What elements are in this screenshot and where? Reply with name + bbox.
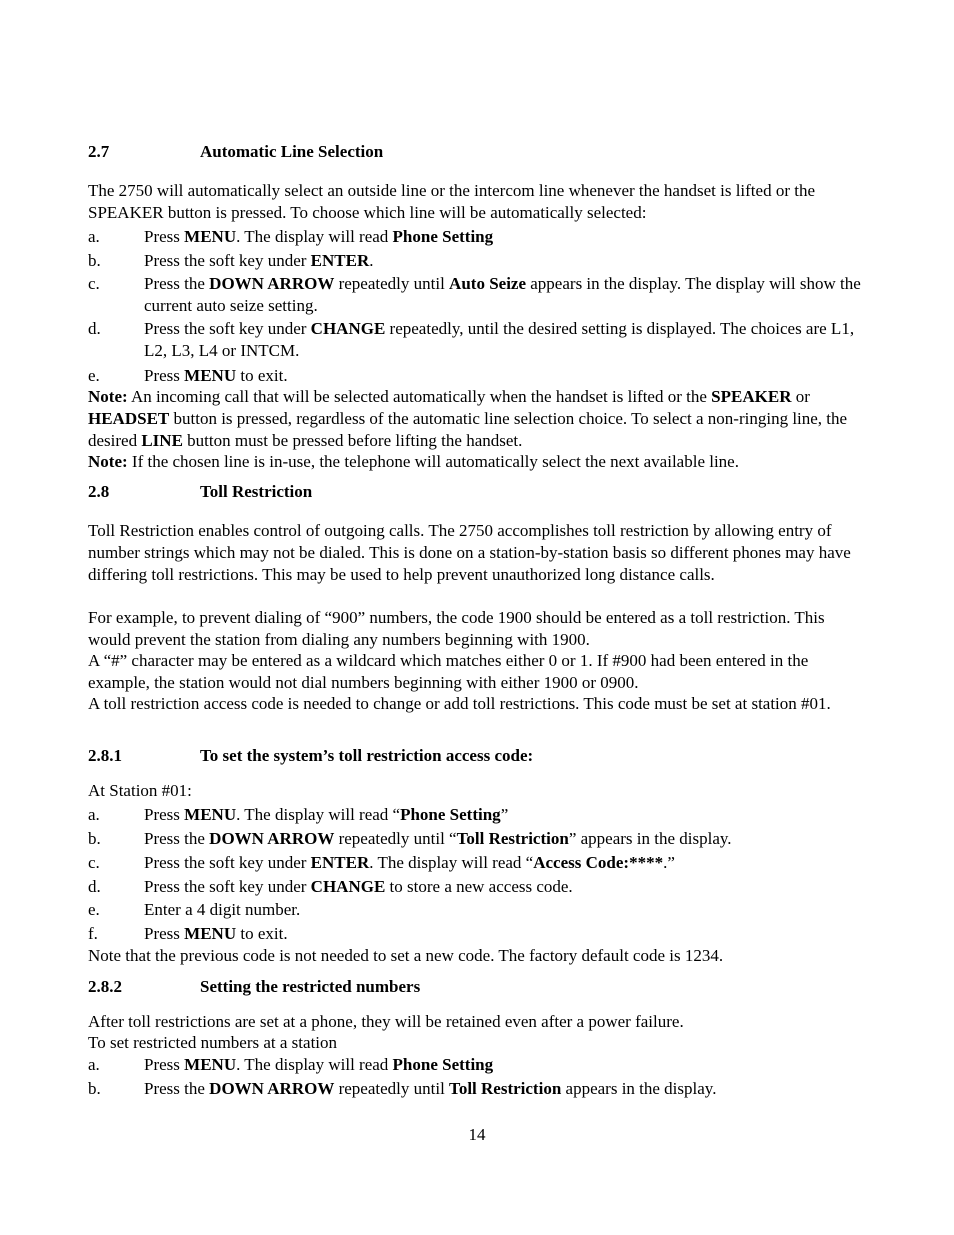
section-title: Toll Restriction: [200, 482, 313, 501]
list-item: d. Press the soft key under CHANGE repeatedly, until the desired setting is displayed. The choices are L1, L2, L3, L4 or INTCM.: [88, 319, 855, 360]
note-paragraph: Note: If the chosen line is in-use, the telephone will automatically select the next available line.: [88, 452, 739, 471]
note-paragraph: Note: An incoming call that will be selected automatically when the handset is lifted or the SPEAKER or HEADSET button is pressed, regardless of the automatic line selection choice. To select a non-ringing line, the desired LINE button must be pressed before lifting the handset.: [88, 387, 848, 450]
section-number: 2.7: [88, 142, 110, 161]
list-item: e. Press MENU to exit.: [88, 366, 288, 385]
list-item: a. Press MENU. The display will read Phone Setting: [88, 1055, 494, 1074]
paragraph: To set restricted numbers at a station: [88, 1033, 338, 1052]
paragraph: A “#” character may be entered as a wildcard which matches either 0 or 1. If #900 had been entered in the example, the station would not dial numbers beginning with either 1900 or 0900.: [88, 651, 809, 692]
list-item: a. Press MENU. The display will read Phone Setting: [88, 227, 494, 246]
paragraph: Toll Restriction enables control of outgoing calls. The 2750 accomplishes toll restriction by allowing entry of number strings which may not be dialed. This is done on a station-by-station basis so different phones may have differing toll restrictions. This may be used to help prevent unauthorized long distance calls.: [88, 521, 851, 584]
paragraph: Note that the previous code is not needed to set a new code. The factory default code is 1234.: [88, 946, 724, 965]
paragraph: For example, to prevent dialing of “900” numbers, the code 1900 should be entered as a toll restriction. This would prevent the station from dialing any numbers beginning with 1900.: [88, 608, 825, 649]
list-item: a. Press MENU. The display will read “Phone Setting”: [88, 805, 509, 824]
list-item: b. Press the DOWN ARROW repeatedly until Toll Restriction appears in the display.: [88, 1079, 717, 1098]
section-number: 2.8.1: [88, 746, 122, 765]
section-heading-2-7: [88, 142, 383, 162]
list-item: c. Press the DOWN ARROW repeatedly until Auto Seize appears in the display. The display will show the current auto seize setting.: [88, 274, 861, 315]
paragraph: At Station #01:: [88, 781, 192, 800]
paragraph: After toll restrictions are set at a phone, they will be retained even after a power failure.: [88, 1012, 684, 1031]
list-item: c. Press the soft key under ENTER. The display will read “Access Code:****.”: [88, 853, 675, 872]
section-title: Automatic Line Selection: [200, 142, 384, 161]
section-heading-2-8: [88, 482, 312, 502]
paragraph: A toll restriction access code is needed to change or add toll restrictions. This code must be set at station #01.: [88, 694, 831, 713]
list-item: d. Press the soft key under CHANGE to store a new access code.: [88, 877, 573, 896]
section-heading-2-8-1: [88, 746, 533, 766]
list-item: b. Press the DOWN ARROW repeatedly until “Toll Restriction” appears in the display.: [88, 829, 732, 848]
section-number: 2.8: [88, 482, 110, 501]
list-item: f. Press MENU to exit.: [88, 924, 288, 943]
list-item: b. Press the soft key under ENTER.: [88, 251, 374, 270]
paragraph: The 2750 will automatically select an outside line or the intercom line whenever the handset is lifted or the SPEAKER button is pressed. To choose which line will be automatically selected:: [88, 181, 815, 222]
section-title: Setting the restricted numbers: [200, 977, 421, 996]
section-title: To set the system’s toll restriction access code:: [200, 746, 534, 765]
section-number: 2.8.2: [88, 977, 122, 996]
list-item: e. Enter a 4 digit number.: [88, 900, 301, 919]
page-number: 14: [468, 1125, 486, 1144]
section-heading-2-8-2: [88, 977, 420, 997]
